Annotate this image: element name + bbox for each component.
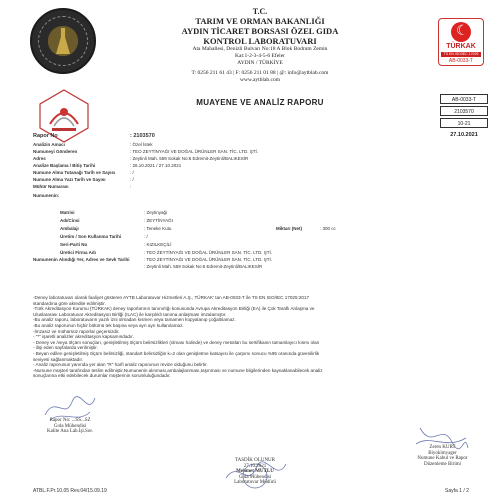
right-signer-role: Numune Kabul ve Rapor xyxy=(417,456,468,461)
lab-seal-logo xyxy=(30,8,96,74)
analiz-amaci-label: Analizin Amacı xyxy=(33,142,65,147)
note-line: - Deney ve /veya ölçüm sonuçları, genişletilmiş ölçüm belirsizlikleri (olması halinde) ve deney metotları bu sertifikanın tamamlayıcı kısmı olan xyxy=(33,339,320,345)
note-line: -Bu analiz raporu, laboratuvarın yazılı izni olmadan kısmen veya tamamen kopyalanıp çoğaltılamaz. xyxy=(33,317,236,323)
uretim-value: : / xyxy=(144,234,148,239)
report-no-box: 2103570 xyxy=(440,106,488,116)
approver-role: Laboratuvar Müdürü xyxy=(234,480,276,485)
adres-value: : Zeytinli Mah. 559 Sokak No:6 Edremit-Zeytinli/BALIKESİR xyxy=(130,156,249,161)
note-line: - ilişi eden sayfalarda verilmiştir. xyxy=(33,345,98,351)
tutanak-value: : / xyxy=(130,170,134,175)
turkak-crescent-icon xyxy=(451,22,471,42)
matrisi-value: : Zeytinyağı xyxy=(144,210,168,215)
approver-name: Mehmet MUTLU xyxy=(236,469,274,474)
header-lab-name-1: AYDIN TİCARET BORSASI ÖZEL GIDA xyxy=(181,26,339,36)
adres-label: Adres xyxy=(33,156,46,161)
note-line: -Bu analiz raporunun hiçbir bölümü tek başına veya ayrı ayrı kullanılamaz. xyxy=(33,322,184,328)
badge-name: TÜRKAK xyxy=(446,43,476,50)
report-title: MUAYENE VE ANALİZ RAPORU xyxy=(196,98,324,107)
right-signer-unit: Düzenleme Birimi xyxy=(423,461,462,467)
center-approval xyxy=(195,458,315,486)
alindigi-yer-label: Numunenin Alındığı Yer, Adres ve Sevk Tarihi xyxy=(33,257,130,262)
right-signature xyxy=(395,445,490,467)
header-address-3: AYDIN / TÜRKİYE xyxy=(237,60,283,66)
right-signer-name: Zeren KURT xyxy=(429,445,456,450)
adi-cinsi-label: Adı/Cinsi xyxy=(60,218,80,223)
note-line: Uluslararası Laboratuvar Akreditasyon Birliği (ILAC) ile karşılıklı tanıma anlaşması imzalamıştır. xyxy=(33,311,227,317)
note-line: -Deney laboratuvarı olarak faaliyet gösteren AYTB Laboratuvar Hizmetleri A.Ş., TÜRKAK' tan AB-0033-T ile TS EN ISO/IEC 17025:2017 xyxy=(33,295,310,300)
approval-stamp-text: TASDİK OLUNUR xyxy=(234,458,275,463)
header-tc: T.C. xyxy=(252,7,268,16)
uretim-label: Üretim / Son Kullanma Tarihi xyxy=(60,234,122,239)
form-code: ATBL.F.Pr.10.05 Rev.04/15.09.19 xyxy=(33,488,107,494)
badge-standard: TS EN ISO/IEC 17025 xyxy=(441,52,481,57)
rapor-no-value: : 2103570 xyxy=(130,133,155,139)
right-signer-title: Biyokimyager xyxy=(428,450,457,456)
note-line: standardına göre akredite edilmiştir. xyxy=(33,300,106,306)
left-signer-role: Kalite Ana Lab.İşl.Sor. xyxy=(47,429,93,434)
badge-number: AB-0033-T xyxy=(448,58,474,64)
analiz-tarih-label: Analize Başlama / Bitiş Tarihi xyxy=(33,163,96,168)
header-website: www.aytblab.com xyxy=(240,77,280,83)
seri-parti-value: : KIZILKEÇİLİ xyxy=(144,242,172,247)
rapor-no-label: Rapor No xyxy=(33,133,58,139)
analiz-tarih-value: : 26.10.2021 / 27.10.2021 xyxy=(130,163,182,168)
header-ministry: TARIM VE ORMAN BAKANLIĞI xyxy=(195,16,325,26)
left-signer-name: Rapor No: ...SS...SZ xyxy=(49,418,91,423)
note-line: sonuçlarına etki edebilecek durumlar müşterinin sorumluluğundadır. xyxy=(33,373,171,379)
yazi-value: : / xyxy=(130,177,134,182)
approver-title: Gıda Mühendisi xyxy=(238,474,272,480)
yazi-label: Numune Alma Yazı Tarih ve Sayısı xyxy=(33,177,106,182)
header-address-1: Ata Mahallesi, Denizli Bulvarı No:18 A Blok Bodrum Zemin xyxy=(192,46,328,52)
note-line: - Analiz raporunun yanında yer alan "R" harfi analiz raporunun revize olduğunu belirtir. xyxy=(33,362,208,368)
alindigi-yer-address: : Zeytinli Mah. 559 Sokak No:6 Edremit-Zeytinli/BALIKESİR xyxy=(144,264,263,269)
note-line: - Beyan edilen genişletilmiş ölçüm belirsizliği, standart belirsizliğin k=2 olan genişletme katsayısı ile çarpımı sonucu %95 oranında güvenilirlik xyxy=(33,350,320,356)
note-line: seviyesi sağlanmaktadır. xyxy=(33,356,84,362)
left-signature xyxy=(20,418,120,435)
report-date: 27.10.2021 xyxy=(450,132,478,138)
accreditation-no-box: AB-0033-T xyxy=(440,94,488,104)
header-address-2: Kat:1-2-3-4-5-6 Efeler xyxy=(235,53,285,59)
header-lab-name-2: KONTROL LABORATUVARI xyxy=(203,36,317,46)
gonderen-label: Numuneyi Gönderen xyxy=(33,149,78,154)
alindigi-yer-value: : TEO ZEYTİNYAĞI VE DOĞAL ÜRÜNLER SAN. TİC. LTD. ŞTİ. xyxy=(144,257,273,262)
report-month-box: 10-21 xyxy=(440,118,488,128)
seri-parti-label: Seri-Parti No xyxy=(60,242,88,247)
note-line: -Türk Akreditasyon Kurumu (TÜRKAK) deney raporlarının tanınırlığı konusunda Avrupa Akreditasyon Birliği (EA) ile Çok Taraflı Anlaşma ve xyxy=(33,306,315,312)
analiz-amaci-value: : Özel İstek xyxy=(130,142,153,147)
ambalaji-value: : Teneke Kutu xyxy=(144,226,172,231)
ambalaji-label: Ambalajı xyxy=(60,226,79,231)
note-line: -İmzasız ve mühürsüz raporlar geçersizdir. xyxy=(33,328,120,334)
note-line: - "*" işaretli analizler akreditasyon kapsamındadır. xyxy=(33,334,134,340)
muhur-value: : xyxy=(130,184,132,189)
matrisi-label: Matrisi xyxy=(60,210,75,215)
miktari-label: Miktarı (Net) xyxy=(276,226,303,231)
header-contact: T: 0256 211 61 43 | F: 0256 211 01 88 | @: info@aytblab.com xyxy=(191,70,329,76)
report-notes xyxy=(33,296,483,380)
uretici-firma-value: : TEO ZEYTİNYAĞI VE DOĞAL ÜRÜNLER SAN. TİC. LTD. ŞTİ. xyxy=(144,250,273,255)
tutanak-label: Numune Alma Tutanağı Tarih ve Sayısı xyxy=(33,170,116,175)
page-number: Sayfa 1 / 2 xyxy=(445,488,469,494)
uretici-firma-label: Üretici Firma Adı xyxy=(60,250,96,255)
adi-cinsi-value: : ZEYTİNYAĞI xyxy=(144,218,173,223)
miktari-value: : 300 cc xyxy=(320,226,336,231)
muhur-label: Mühür Numarası xyxy=(33,184,69,189)
approval-date: 27.10.2021 xyxy=(243,463,267,469)
left-signer-title: Gıda Mühendisi xyxy=(53,423,87,429)
numune-heading: Numunenin: xyxy=(33,193,60,198)
turkak-accreditation-badge xyxy=(438,18,484,66)
gonderen-value: : TEO ZEYTİNYAĞI VE DOĞAL ÜRÜNLER SAN. TİC. LTD. ŞTİ. xyxy=(130,149,259,154)
note-line: -Numune müşteri tarafından teslim edilmiştir.Numunenin alınması,ambalajlanması,taşınması ve numune bilgilerinden kaynaklanabilecek analiz xyxy=(33,367,323,373)
